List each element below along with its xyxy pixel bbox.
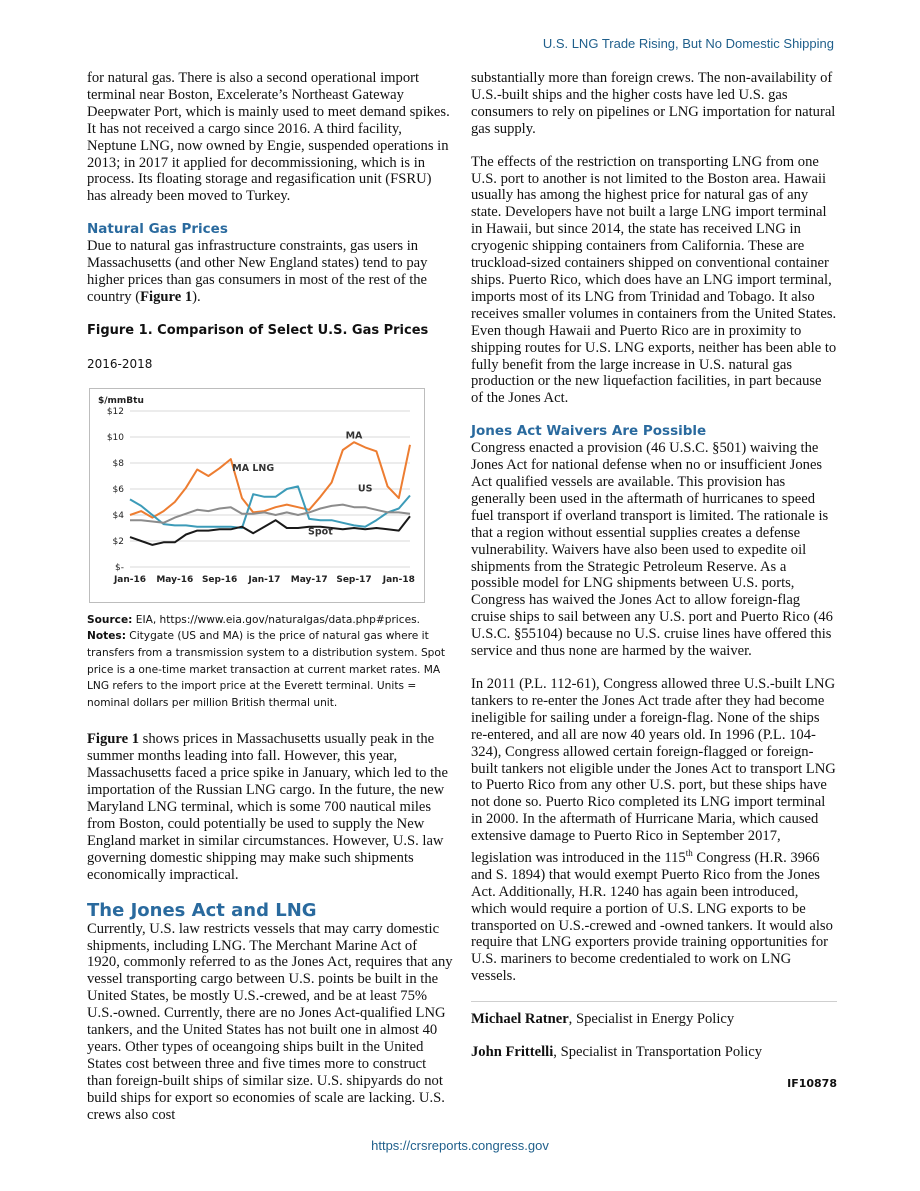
author-line-1: Michael Ratner, Specialist in Energy Policy: [471, 1011, 735, 1028]
series-label-ma: MA: [345, 430, 363, 442]
left-paragraph-1: for natural gas. There is also a second operational import terminal near Boston, Excelerate’s Northeast Gateway Deepwater Port, which is mainly used to meet demand spikes. It has not received a cargo since 2016. A third facility, Neptune LNG, now owned by Engie, suspended operations in 2013; in 2017 it applied for decommissioning, which is in process. Its floating storage and regasification unit (FSRU) has already been moved to Turkey.: [87, 70, 450, 205]
left-column: [87, 70, 453, 1139]
heading-natural-gas-prices: Natural Gas Prices: [87, 221, 228, 238]
y-tick-label: $-: [115, 562, 124, 573]
right-paragraph-1: substantially more than foreign crews. The non-availability of U.S.-built ships and the higher costs have led U.S. gas consumers to rely on pipelines or LNG importation for natural gas supply.: [471, 70, 836, 137]
chart-y-axis-label: $/mmBtu: [98, 395, 144, 406]
heading-jones-act-lng: The Jones Act and LNG: [87, 899, 317, 921]
left-paragraph-2: Due to natural gas infrastructure constraints, gas users in Massachusetts (and other New England states) tend to pay higher prices than gas consumers in most of the rest of the country (Figure 1).: [87, 238, 428, 305]
figure-source-notes: Source: EIA, https://www.eia.gov/naturalgas/data.php#prices. Notes: Citygate (US and MA) is the price of natural gas where it transfers from a transmission system to a distribution system. Spot price is a one-time market transaction at current market rates. MA LNG refers to the import price at the Everett terminal. Units = nominal dollars per million British thermal unit.: [87, 613, 446, 709]
left-paragraph-4: Currently, U.S. law restricts vessels that may carry domestic shipments, including LNG. The Merchant Marine Act of 1920, commonly referred to as the Jones Act, requires that any vessel transporting cargo between U.S. points be built in the United States, be mostly U.S.-crewed, and be at least 75% U.S.-owned. Currently, there are no Jones Act-qualified LNG tankers, and the United States has not built one in almost 40 years. Other types of oceangoing ships built in the United States cost between three and five times more to construct than foreign-built ships of similar size. U.S. shipyards do not build ships for export so economies of scale are lacking. U.S. crews also cost: [87, 920, 453, 1123]
x-tick-label: Jan-16: [113, 574, 147, 585]
x-tick-label: Jan-18: [382, 574, 415, 585]
chart-x-ticks: [113, 575, 415, 585]
x-tick-label: May-17: [290, 574, 328, 585]
x-tick-label: Jan-17: [248, 574, 281, 585]
y-tick-label: $8: [112, 458, 124, 469]
y-tick-label: $10: [106, 432, 124, 443]
series-line-ma: [130, 442, 410, 517]
chart-svg: [90, 389, 424, 602]
x-tick-label: Sep-17: [336, 574, 372, 585]
figure-1-reference[interactable]: Figure 1: [140, 288, 193, 305]
heading-jones-act-waivers: Jones Act Waivers Are Possible: [471, 423, 707, 440]
chart-y-ticks: [107, 407, 124, 573]
chart-series-labels: [232, 430, 372, 537]
right-paragraph-3: Congress enacted a provision (46 U.S.C. §501) waiving the Jones Act for national defense when no or insufficient Jones Act qualified vessels are available. This provision has generally been used in the aftermath of hurricanes to speed fuel transport if overland transport is limited. The rationale is that a region without essential supplies creates a defense vulnerability. Waivers have also been used to expedite oil shipments from the Strategic Petroleum Reserve. As a possible model for LNG shipments between U.S. ports, Congress has waived the Jones Act to allow foreign-flag cruise ships to sail between any U.S. port and Puerto Rico (46 U.S.C. §55104) because no U.S. cruise lines have offered this service and thus none are harmed by the waiver.: [471, 440, 833, 660]
y-tick-label: $12: [106, 406, 124, 417]
series-label-ma-lng: MA LNG: [232, 462, 275, 474]
right-paragraph-4: In 2011 (P.L. 112-61), Congress allowed three U.S.-built LNG tankers to re-enter the Jones Act trade after they had become ineligible for sailing under a foreign-flag. None of the ships re-entered, and all are now 40 years old. In 1996 (P.L. 104-324), Congress allowed certain foreign-flagged or foreign-built tankers not eligible under the Jones Act to transport LNG to Puerto Rico from any other U.S. port, but these ships have not done so. Puerto Rico completed its LNG import terminal in 2000. In the aftermath of Hurricane Maria, which caused extensive damage to Puerto Rico in September 2017, legislation was introduced in the 115th Congress (H.R. 3966 and S. 1894) that would exempt Puerto Rico from the Jones Act. Additionally, H.R. 1240 has again been introduced, which would require a portion of U.S. LNG exports to be transported on U.S.-crewed and -owned tankers. It would also require that LNG exporters provide training opportunities for U.S. mariners to become credentialed to work on LNG vessels.: [471, 676, 836, 985]
right-column: [471, 70, 837, 1090]
y-tick-label: $2: [112, 536, 124, 547]
left-paragraph-3: Figure 1 shows prices in Massachusetts usually peak in the summer months leading into fall. However, this year, Massachusetts faced a price spike in January, which led to the importation of the Russian LNG cargo. In the future, the new Maryland LNG terminal, which is some 700 nautical miles from Boston, could potentially be used to supply the New England market in similar circumstances. However, U.S. law governing domestic shipping may make such shipments economically impractical.: [87, 731, 448, 883]
right-paragraph-2: The effects of the restriction on transporting LNG from one U.S. port to another is not limited to the Boston area. Hawaii usually has among the highest price for natural gas of any state. Developers have not built a large LNG import terminal in Hawaii, but since 2014, the state has received LNG in cryogenic shipping containers from California. These are truckload-sized containers shipped on conventional container ships. Puerto Rico, which does have an LNG import terminal, imports most of its LNG from Trinidad and Tobago. It also receives smaller volumes in containers from the United States. Even though Hawaii and Puerto Rico are in proximity to shipping routes for U.S. LNG exports, neither has been able to fully benefit from the large increase in U.S. natural gas production or the new liquefaction facilities, in part because of the Jones Act.: [471, 153, 837, 407]
gas-price-chart: [89, 388, 425, 603]
footer-url[interactable]: https://crsreports.congress.gov: [371, 1138, 549, 1153]
x-tick-label: Sep-16: [201, 574, 238, 585]
y-tick-label: $4: [112, 510, 124, 521]
series-label-us: US: [357, 483, 373, 495]
author-line-2: John Frittelli, Specialist in Transportation Policy: [471, 1044, 763, 1061]
y-tick-label: $6: [112, 484, 124, 495]
x-tick-label: May-16: [156, 574, 194, 585]
figure-subtitle: 2016-2018: [87, 356, 153, 371]
running-header: U.S. LNG Trade Rising, But No Domestic Shipping: [542, 36, 834, 51]
document-id: IF10878: [787, 1076, 837, 1090]
figure-title: Figure 1. Comparison of Select U.S. Gas Prices: [87, 322, 429, 338]
series-line-us: [130, 504, 410, 522]
divider: [471, 1001, 837, 1002]
figure-1-reference-2[interactable]: Figure 1: [87, 731, 140, 748]
series-label-spot: Spot: [308, 526, 333, 538]
